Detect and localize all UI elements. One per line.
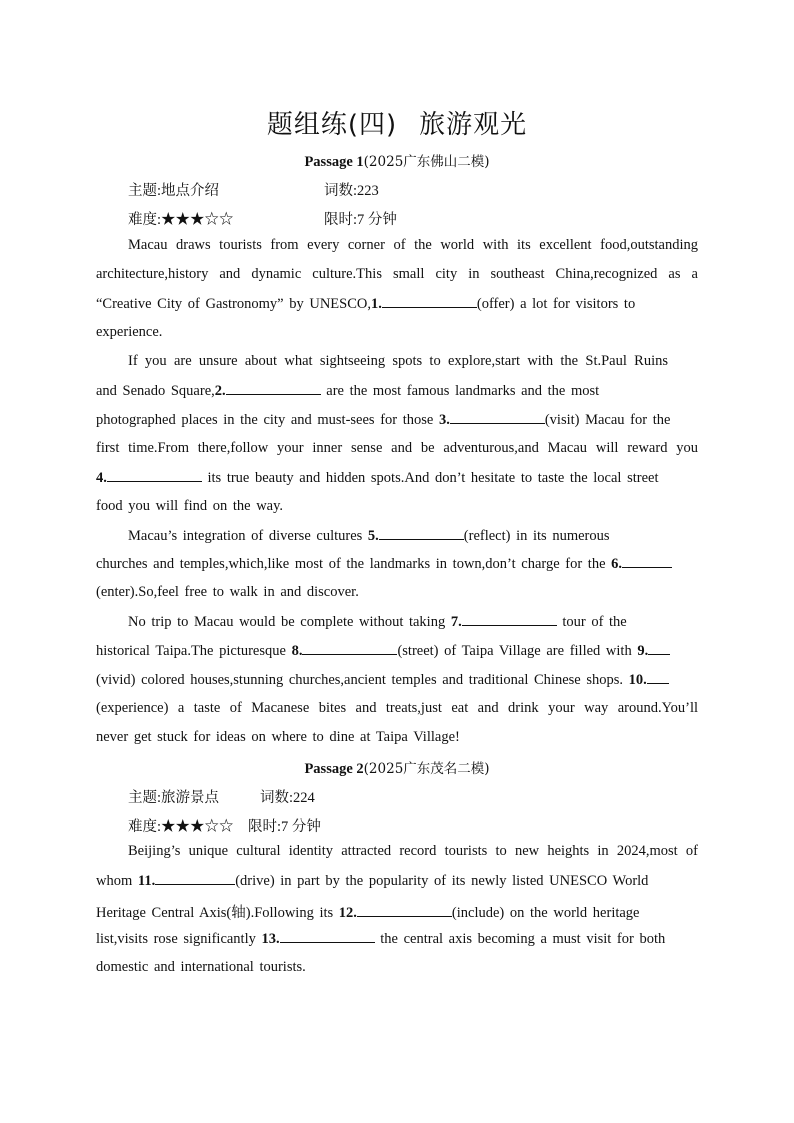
p1-line-1: Macau draws tourists from every corner of the world with its excellent food,outstanding	[128, 237, 698, 253]
title-main: 题组练(四)	[266, 110, 398, 140]
question-number: 6.	[611, 556, 623, 572]
answer-blank-10[interactable]	[647, 671, 669, 684]
passage2-word-count: 词数:224	[260, 790, 315, 806]
title-topic: 旅游观光	[419, 110, 528, 140]
p1-line-3: “Creative City of Gastronomy” by UNESCO,1. (offer) a lot for visitors to	[96, 296, 636, 312]
p2-line-4: list,visits rose significantly 13. the central axis becoming a must visit for both	[96, 931, 666, 947]
question-number: 13.	[261, 931, 280, 947]
question-number: 3.	[438, 412, 450, 428]
answer-blank-9[interactable]	[648, 642, 670, 655]
passage2-meta-row1	[128, 786, 315, 807]
answer-blank-8[interactable]	[302, 642, 397, 655]
p1-line-16: (vivid) colored houses,stunning churches,ancient temples and traditional Chinese shops. 10.	[96, 671, 698, 689]
passage1-meta-row2	[128, 208, 397, 229]
p1-line-10: food you will find on the way.	[96, 498, 284, 514]
p1-line-7: photographed places in the city and must-sees for those 3. (visit) Macau for the	[96, 412, 671, 428]
question-number: 5.	[367, 528, 379, 544]
passage1-theme: 主题:地点介绍	[128, 183, 220, 199]
p1-line-13: (enter).So,feel free to walk in and discover.	[96, 584, 359, 600]
passage2-source: (2025广东茂名二模)	[363, 761, 490, 777]
answer-blank-4[interactable]	[107, 469, 202, 482]
answer-blank-12[interactable]	[357, 904, 452, 917]
p1-line-17: (experience) a taste of Macanese bites and treats,just eat and drink your way around.You’ll	[96, 700, 698, 716]
p2-line-5: domestic and international tourists.	[96, 959, 306, 975]
answer-blank-11[interactable]	[155, 872, 235, 885]
p2-line-2: whom 11. (drive) in part by the popularity of its newly listed UNESCO World	[96, 873, 649, 889]
answer-blank-2[interactable]	[226, 382, 321, 395]
p1-line-11: Macau’s integration of diverse cultures 5. (reflect) in its numerous	[128, 528, 610, 544]
passage2-difficulty: 难度:★★★☆☆	[128, 819, 234, 835]
p1-line-5: If you are unsure about what sightseeing spots to explore,start with the St.Paul Ruins	[128, 353, 668, 369]
question-number: 10.	[628, 672, 647, 688]
passage1-heading	[0, 150, 794, 171]
answer-blank-6[interactable]	[622, 555, 672, 568]
passage1-meta-row1	[128, 179, 379, 200]
answer-blank-5[interactable]	[379, 527, 464, 540]
p1-line-4: experience.	[96, 324, 163, 340]
p1-line-2: architecture,history and dynamic culture.This small city in southeast China,recognized as a	[96, 266, 698, 282]
question-number: 2.	[214, 383, 226, 399]
answer-blank-7[interactable]	[462, 613, 557, 626]
p1-line-14: No trip to Macau would be complete without taking 7. tour of the	[128, 614, 627, 630]
question-number: 7.	[450, 614, 462, 630]
passage2-heading	[0, 757, 794, 778]
passage1-source: (2025广东佛山二模)	[363, 154, 490, 170]
answer-blank-13[interactable]	[280, 930, 375, 943]
question-number: 4.	[96, 470, 107, 486]
p2-line-3: Heritage Central Axis(轴).Following its 12. (include) on the world heritage	[96, 905, 640, 921]
p1-line-18: never get stuck for ideas on where to dine at Taipa Village!	[96, 729, 460, 745]
question-number: 8.	[291, 643, 303, 659]
passage1-difficulty: 难度:★★★☆☆	[128, 212, 234, 228]
answer-blank-1[interactable]	[382, 295, 477, 308]
passage1-time-limit: 限时:7 分钟	[324, 212, 397, 228]
passage2-time-limit: 限时:7 分钟	[248, 819, 321, 835]
passage1-label: Passage 1	[304, 154, 364, 170]
p1-line-9: 4. its true beauty and hidden spots.And don’t hesitate to taste the local street	[96, 470, 659, 486]
page-title	[0, 104, 794, 141]
p1-line-12: churches and temples,which,like most of the landmarks in town,don’t charge for the 6.	[96, 555, 698, 573]
p1-line-6: and Senado Square,2. are the most famous landmarks and the most	[96, 383, 600, 399]
p1-line-15: historical Taipa.The picturesque 8. (street) of Taipa Village are filled with 9.	[96, 642, 698, 660]
p2-line-1: Beijing’s unique cultural identity attracted record tourists to new heights in 2024,most of	[128, 843, 698, 859]
passage2-theme: 主题:旅游景点	[128, 790, 220, 806]
question-number: 11.	[137, 873, 156, 889]
question-number: 12.	[338, 905, 357, 921]
passage1-word-count: 词数:223	[324, 183, 379, 199]
answer-blank-3[interactable]	[450, 411, 545, 424]
p1-line-8: first time.From there,follow your inner sense and be adventurous,and Macau will reward you	[96, 440, 698, 456]
passage2-label: Passage 2	[304, 761, 364, 777]
question-number: 1.	[371, 296, 382, 312]
question-number: 9.	[637, 643, 649, 659]
passage2-meta-row2	[128, 815, 321, 836]
